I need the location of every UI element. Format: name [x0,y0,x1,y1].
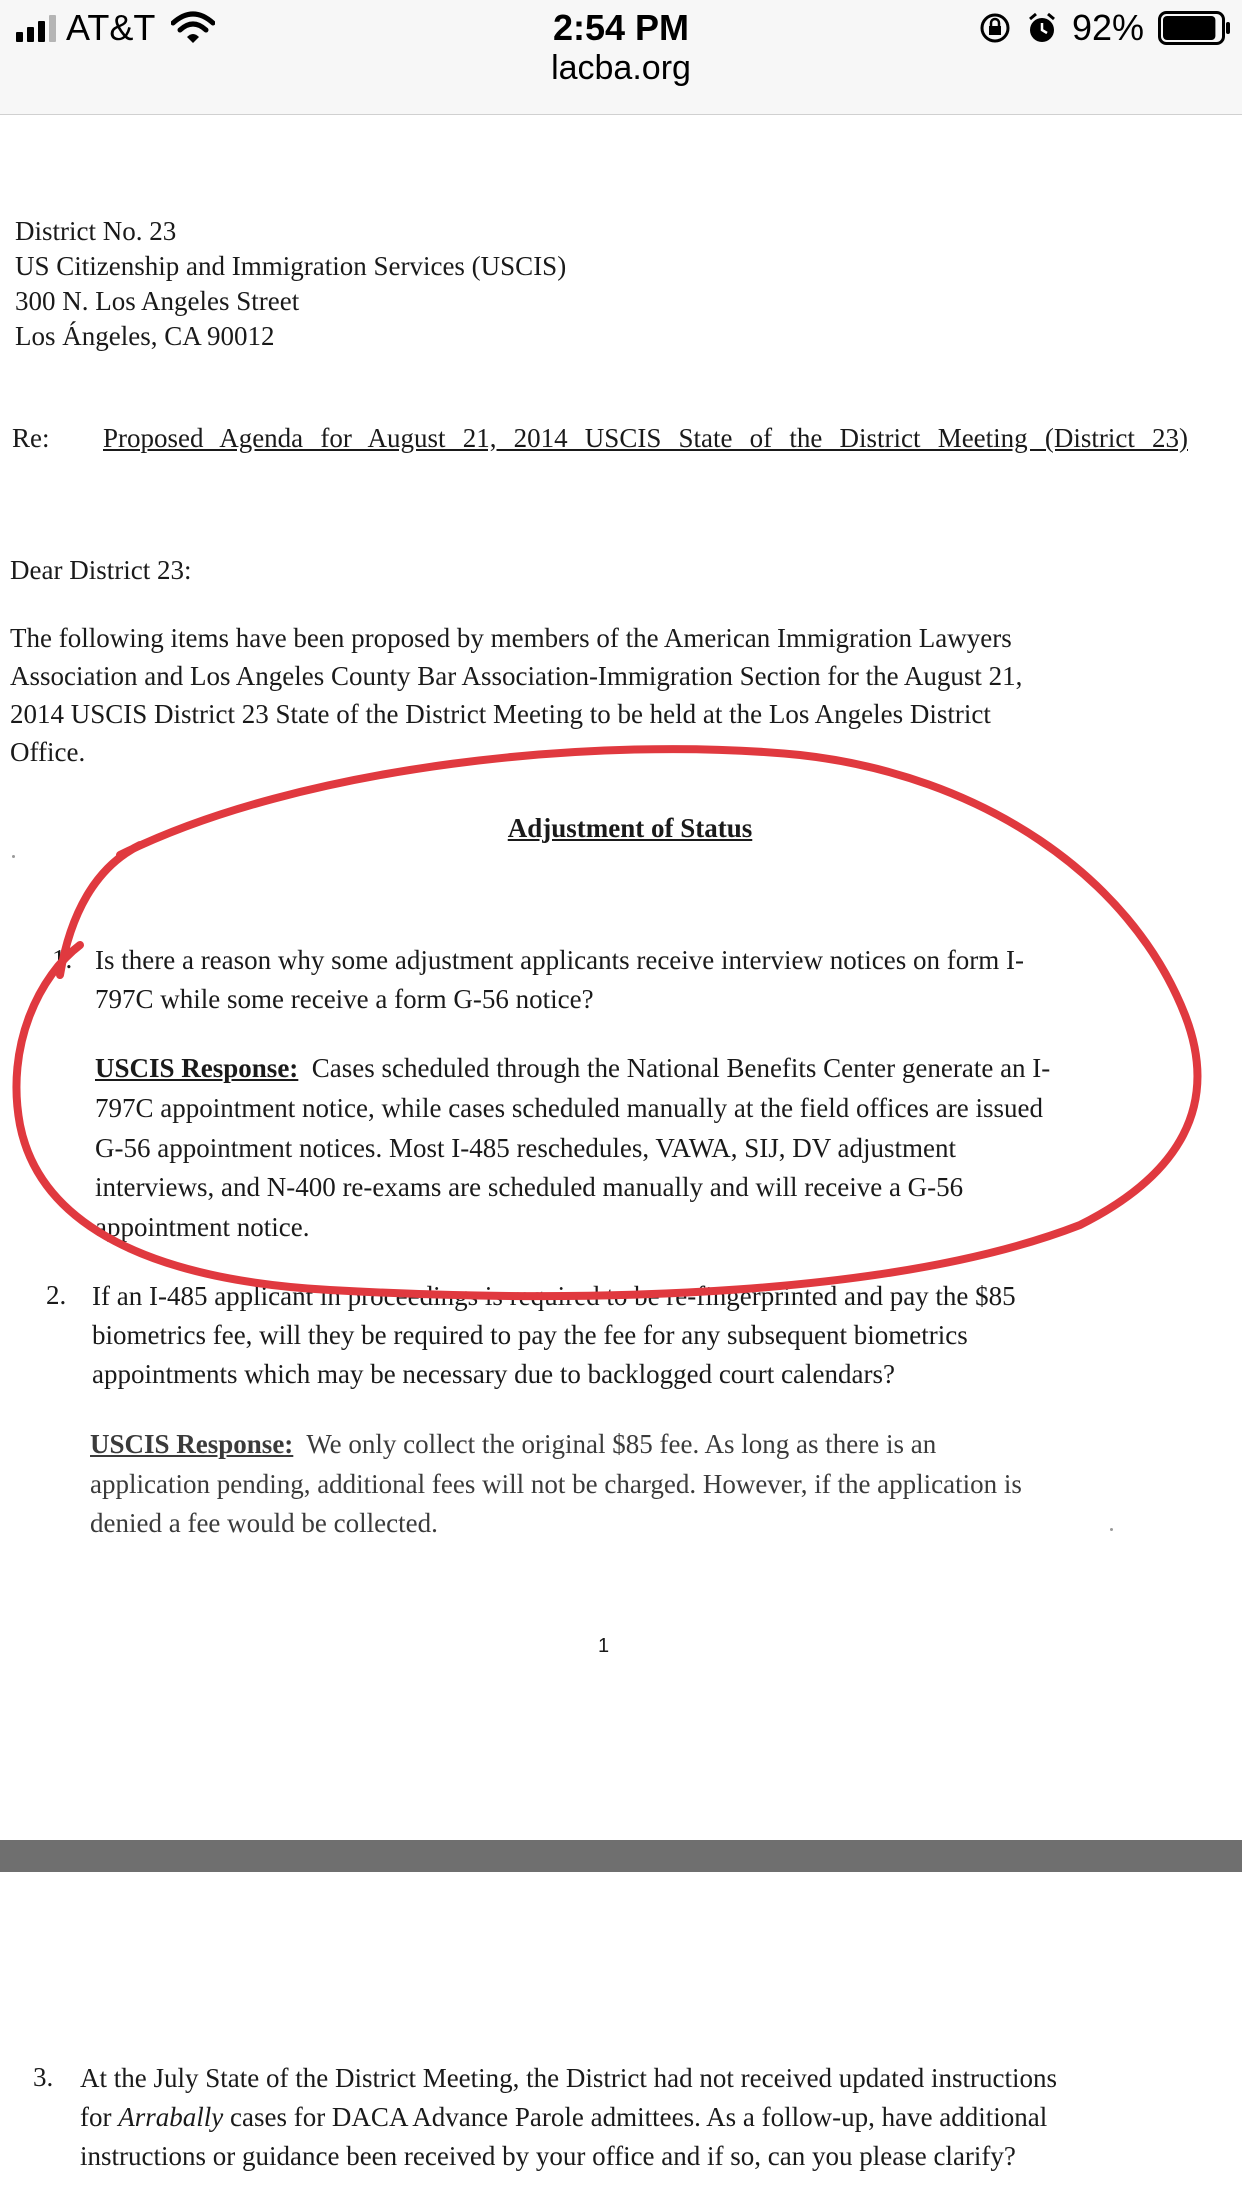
status-bar [0,0,1242,115]
item-number: 2. [46,1280,67,1310]
address-line: District No. 23 [15,216,177,246]
item-number: 1. [52,944,73,974]
response-line: 797C appointment notice, while cases scheduled manually at the field offices are issued [95,1093,1043,1123]
response-text: We only collect the original $85 fee. As long as there is an [306,1429,937,1459]
question-line: Is there a reason why some adjustment applicants receive interview notices on form I- [95,945,1024,975]
intro-line: Association and Los Angeles County Bar Association-Immigration Section for the August 21, [10,661,1023,691]
response-line: denied a fee would be collected. [90,1508,438,1538]
address-bar-url[interactable]: lacba.org [551,49,691,87]
question-text: for [80,2102,119,2132]
item-number: 3. [33,2062,54,2092]
response-line: application pending, additional fees will not be charged. However, if the application is [90,1469,1022,1499]
response-line [95,1050,1050,1086]
salutation: Dear District 23: [10,555,192,585]
battery-icon [1158,11,1232,45]
question-line: If an I-485 applicant in proceedings is required to be re-fingerprinted and pay the $85 [92,1281,1016,1311]
case-name-italic: Arrabally [118,2102,224,2132]
response-label: USCIS Response: [95,1053,299,1083]
response-label: USCIS Response: [90,1429,294,1459]
question-text: At the July State of the District Meeting, the District had not received updated instructions [80,2063,1058,2093]
section-heading: Adjustment of Status [507,813,753,843]
intro-line: The following items have been proposed by members of the American Immigration Lawyers [10,623,1012,653]
clock: 2:54 PM [552,7,690,48]
page-separator [0,1840,1242,1872]
question-line: appointments which may be necessary due to backlogged court calendars? [92,1359,895,1389]
scan-speck [1110,1528,1113,1531]
question-text: cases for DACA Advance Parole admittees. As a follow-up, have additional [223,2102,1048,2132]
page-number: 1 [598,1635,610,1657]
question-line [80,2060,1057,2096]
scan-speck [12,855,15,858]
intro-line: Office. [10,737,86,767]
re-subject: Proposed Agenda for August 21, 2014 USCIS State of the District Meeting (District 23) [103,423,1188,453]
response-line: G-56 appointment notices. Most I-485 reschedules, VAWA, SIJ, DV adjustment [95,1133,956,1163]
question-line [80,2138,1016,2174]
response-line: interviews, and N-400 re-exams are scheduled manually and will receive a G-56 [95,1172,964,1202]
alarm-icon [1026,11,1058,45]
rotation-lock-icon [978,11,1012,45]
re-label: Re: [12,423,50,453]
carrier-name: AT&T [66,7,156,48]
address-line: US Citizenship and Immigration Services (USCIS) [15,251,567,281]
address-line: 300 N. Los Angeles Street [15,286,300,316]
address-line: Los Ángeles, CA 90012 [15,321,275,351]
intro-line: 2014 USCIS District 23 State of the District Meeting to be held at the Los Angeles District [10,699,991,729]
response-text: Cases scheduled through the National Benefits Center generate an I- [311,1053,1051,1083]
question-text: instructions or guidance been received by your office and if so, can you please clarify? [80,2141,1016,2171]
response-line [90,1426,936,1462]
battery-percentage: 92% [1071,7,1144,48]
response-line: appointment notice. [95,1212,310,1242]
question-line [80,2099,1047,2135]
question-line: 797C while some receive a form G-56 notice? [95,984,594,1014]
question-line: biometrics fee, will they be required to pay the fee for any subsequent biometrics [92,1320,968,1350]
status-right [978,6,1232,50]
